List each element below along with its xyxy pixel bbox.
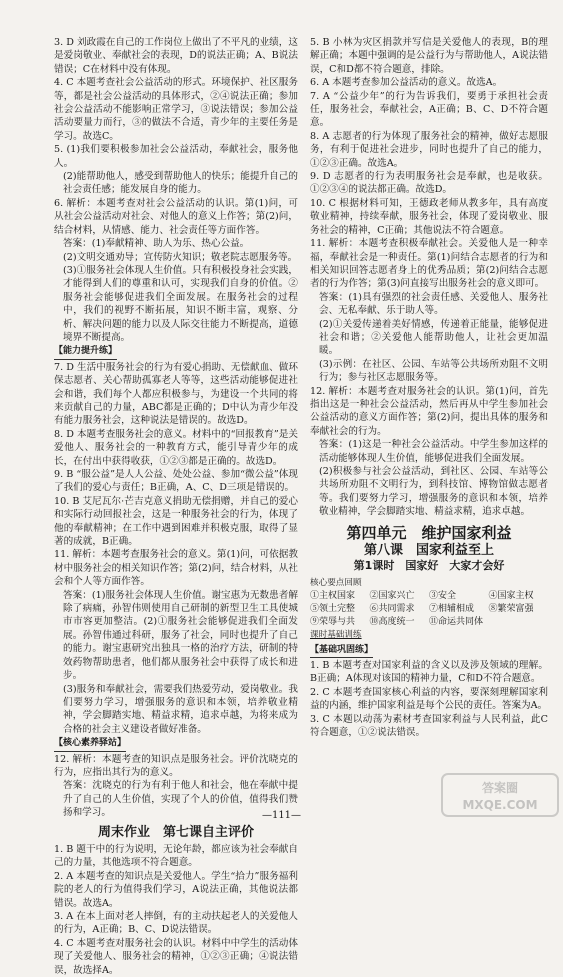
page-number: —111— bbox=[261, 810, 302, 821]
lesson-title: 第八课 国家利益至上 bbox=[363, 543, 494, 559]
left-answer-list-2 bbox=[54, 361, 298, 736]
answer-paragraph: 答案：(1)奉献精神、助人为乐、热心公益。 bbox=[63, 238, 250, 250]
answer-paragraph: 11. 解析：本题考查服务社会的意义。第(1)问，可依据教材中服务社会的相关知识作答；第(2)问，结合材料，从社会和个人等方面作答。 bbox=[54, 549, 298, 588]
answer-paragraph: (2)①关爱传递着美好情感，传递着正能量，能够促进社会和谐；②关爱他人能帮助他人，让社会更加温暖。 bbox=[319, 318, 548, 357]
knowledge-label: 核心要点回顾 bbox=[310, 577, 362, 588]
left-answer-list-4 bbox=[54, 843, 298, 977]
answer-paragraph: 1. B 本题考查对国家利益的含义以及涉及领域的理解。B正确；A体现对该国的精神力量，C和D不符合题意。 bbox=[310, 660, 548, 685]
section-title: 第1课时 国家好 大家才会好 bbox=[353, 559, 505, 573]
answer-paragraph: 10. C 根据材料可知，王德政老师从教多年，具有高度敬业精神，持续奉献，服务社会，体现了爱岗敬业、服务社会的精神，C正确；其他说法不符合题意。 bbox=[310, 197, 548, 236]
answer-paragraph: 5. (1)我们要积极参加社会公益活动，奉献社会，服务他人。 bbox=[54, 144, 298, 169]
answer-paragraph: 答案：(1)服务社会体现人生价值。谢宝惠为无数患者解除了病痛，孙智伟则使用自己研制的新型卫生工具使城市市容更加整洁。(2)①服务社会能够促进我们全面发展。孙智伟通过科研，服务了社会，同时也提升了自己的能力。谢宝惠研究出独具一格的治疗方法，研制的特效药物帮助患者，他们都从服务社会中获得了成长和进步。 bbox=[63, 589, 298, 682]
answer-paragraph: (3)服务和奉献社会，需要我们热爱劳动，爱岗敬业。我们要努力学习，增强服务的意识和本领，培养敬业精神，学会脚踏实地、精益求精，追求卓越，为将来成为合格的社会主义建设者做好准备。 bbox=[63, 683, 298, 735]
answer-paragraph: 3. A 在本上面对老人摔倒，有的主动扶起老人的关爱他人的行为，A正确；B、C、D说法错误。 bbox=[54, 911, 298, 936]
answer-paragraph: (3)示例：在社区、公园、车站等公共场所劝阻不文明行为；参与社区志愿服务等。 bbox=[319, 358, 548, 384]
answer-paragraph: 1. B 题干中的行为说明，无论年龄，都应该为社会奉献自己的力量，其他选项不符合题意。 bbox=[54, 843, 298, 869]
knowledge-grid bbox=[310, 590, 548, 629]
knowledge-point bbox=[489, 616, 549, 629]
answer-paragraph: 7. D 生活中服务社会的行为有爱心捐助、无偿献血、做环保志愿者、关心帮助孤寡老人等等，这些活动能够促进社会和谐，我们每个人都应积极参与，为建设一个共同的将来贡献自己的力量，ABC都是正确的；D中认为青少年没有能力服务社会，这种说法是错误的。故选D。 bbox=[54, 361, 298, 427]
knowledge-point: ⑥共同需求 bbox=[369, 604, 415, 615]
knowledge-point: ⑨荣辱与共 bbox=[310, 617, 356, 628]
answer-paragraph: 3. D 刘政霞在自己的工作岗位上做出了不平凡的业绩，这是爱岗敬业、奉献社会的表现，D的说法正确；A、B说法错误；C在材料中没有体现。 bbox=[54, 37, 298, 75]
section-basic: 【基础巩固练】 bbox=[310, 644, 373, 658]
answer-paragraph: (2)文明交通劝导；宣传防火知识；敬老院志愿服务等。 bbox=[63, 251, 298, 263]
knowledge-point: ①主权国家 bbox=[310, 591, 356, 602]
answer-paragraph: 11. 解析：本题考查积极奉献社会。关爱他人是一种幸福，奉献社会是一种责任。第(1)问结合志愿者的行为和相关知识回答志愿者身上的优秀品质；第(2)问结合志愿者的行为作答；第(3)问直接写出服务社会的意义即可。 bbox=[310, 238, 548, 290]
right-answer-list-2 bbox=[310, 659, 548, 739]
knowledge-point: ③安全 bbox=[429, 591, 457, 602]
practice-label: 课时基础训练 bbox=[310, 630, 362, 641]
answer-paragraph: 12. 解析：本题考查对服务社会的认识。第(1)问，首先指出这是一种社会公益活动，然后再从中学生参加社会公益活动的意义方面作答；第(2)问，提出具体的服务和奉献社会的行为。 bbox=[310, 385, 548, 437]
knowledge-point: ⑤领土完整 bbox=[310, 604, 356, 615]
left-column bbox=[54, 36, 298, 977]
knowledge-point: ⑧繁荣富强 bbox=[488, 604, 534, 615]
answer-paragraph: 6. 解析：本题考查对社会公益活动的认识。第(1)问，可从社会公益活动对社会、对他人的意义上作答；第(2)问，结合材料，从情感、能力、社会责任等方面作答。 bbox=[54, 197, 298, 236]
answer-paragraph: 12. 解析：本题考查的知识点是服务社会。评价沈晓克的行为，应指出其行为的意义。 bbox=[54, 753, 298, 778]
right-column bbox=[310, 36, 548, 740]
answer-paragraph: 答案：沈晓克的行为有利于他人和社会，他在奉献中提升了自己的人生价值，实现了个人的价值，值得我们赞扬和学习。 bbox=[63, 780, 298, 819]
answer-paragraph: (2)积极参与社会公益活动，到社区、公园、车站等公共场所劝阻不文明行为，到科技馆、博物馆做志愿者等。我们要努力学习，增强服务的意识和本领，培养敬业精神，学会脚踏实地、精益求精，追求卓越。 bbox=[319, 466, 548, 518]
svg-text:MXQE.COM: MXQE.COM bbox=[462, 798, 538, 812]
answer-paragraph: 9. B “服公益”是人人公益、处处公益、参加“微公益”体现了我们的爱心与责任；B正确，A、C、D三项是错误的。 bbox=[54, 469, 298, 494]
answer-paragraph: 4. C 本题考查社会公益活动的形式。环境保护、社区服务等，都是社会公益活动的具体形式，②④说法正确；参加社会公益活动不能影响正常学习，③说法错误；参加公益活动要量力而行，③的做法不合适，青少年的主要任务是学习。故选C。 bbox=[54, 77, 298, 142]
svg-text:答案圈: 答案圈 bbox=[481, 781, 519, 795]
answer-paragraph: 5. B 小林为灾区捐款并写信是关爱他人的表现，B的理解正确；本题中强调的是公益行为与帮助他人，A说法错误，C和D都不符合题意，排除。 bbox=[310, 37, 548, 75]
answer-paragraph: 2. C 本题考查国家核心利益的内容，要深刻理解国家利益的内涵，维护国家利益是每个公民的责任。答案为A。 bbox=[310, 686, 548, 712]
answer-paragraph: 答案：(1)这是一种社会公益活动。中学生参加这样的活动能够体现人生价值，能够促进我们全面发展。 bbox=[319, 439, 548, 464]
left-answer-list bbox=[54, 36, 298, 344]
unit-title: 第四单元 维护国家利益 bbox=[346, 523, 512, 542]
answer-paragraph: 8. D 本题考查服务社会的意义。材料中的“回报教育”是关爱他人、服务社会的一种教育方式，能引导青少年的成长，在付出中获得收获，①②③都是正确的。故选D。 bbox=[54, 428, 298, 467]
answer-paragraph: (3)①服务社会体现人生价值。只有积极投身社会实践，才能得到人们的尊重和认可，实现我们自身的价值。②服务社会能够促进我们全面发展。在服务社会的过程中，我们的视野不断拓展，知识不断丰富，观察、分析、解决问题的能力以及人际交往能力不断提高，道德境界不断提高。 bbox=[63, 264, 298, 343]
weekly-title: 周末作业 第七课自主评价 bbox=[97, 824, 254, 840]
answer-paragraph: 8. A 志愿者的行为体现了服务社会的精神，做好志愿服务，有利于促进社会进步，同时也提升了自己的能力，①②③正确。故选A。 bbox=[310, 130, 548, 169]
answer-paragraph: 2. A 本题考查的知识点是关爱他人。学生“拾力”服务福利院的老人的行为值得我们学习，A说法正确，其他说法都错误。故选A。 bbox=[54, 870, 298, 909]
answer-paragraph: 答案：(1)具有强烈的社会责任感、关爱他人、服务社会、无私奉献、乐于助人等。 bbox=[319, 291, 548, 317]
answer-paragraph: 4. C 本题考查对服务社会的认识。材料中中学生的活动体现了关爱他人、服务社会的精神，①②③正确；④说法错误，故选择A。 bbox=[54, 937, 298, 976]
section-core: 【核心素养驿站】 bbox=[54, 737, 126, 751]
right-answer-list bbox=[310, 36, 548, 519]
answer-paragraph: 9. D 志愿者的行为表明服务社会是奉献，也是收获。①②③④的说法都正确。故选D。 bbox=[310, 171, 548, 196]
answer-paragraph: 7. A “公益少年”的行为告诉我们，要勇于承担社会责任，服务社会，奉献社会，A正确；B、C、D不符合题意。 bbox=[310, 90, 548, 129]
knowledge-point: ⑩高度统一 bbox=[369, 617, 415, 628]
answer-paragraph: 3. C 本题以动荡为素材考查国家利益与人民利益，此C符合题意，①②说法错误。 bbox=[310, 713, 548, 739]
knowledge-point: ⑦相辅相成 bbox=[429, 604, 475, 615]
answer-paragraph: (2)能帮助他人，感受到帮助他人的快乐；能提升自己的社会责任感；能发展自身的能力。 bbox=[63, 171, 298, 196]
knowledge-point: ②国家兴亡 bbox=[369, 591, 415, 602]
knowledge-point: ④国家主权 bbox=[488, 591, 534, 602]
section-ability: 【能力提升练】 bbox=[54, 345, 117, 359]
answer-paragraph: 6. A 本题考查参加公益活动的意义。故选A。 bbox=[310, 77, 503, 89]
knowledge-point: ⑪命运共同体 bbox=[429, 617, 484, 628]
watermark-logo bbox=[440, 770, 560, 820]
answer-paragraph: 10. B 艾尼瓦尔·芒吉克意义捐助无偿捐赠，并自己的爱心和实际行动回报社会，这是一种服务社会的行为，体现了他的奉献精神；在工作中遇到困难并积极克服，取得了显著的成就，B正确。 bbox=[54, 495, 298, 548]
